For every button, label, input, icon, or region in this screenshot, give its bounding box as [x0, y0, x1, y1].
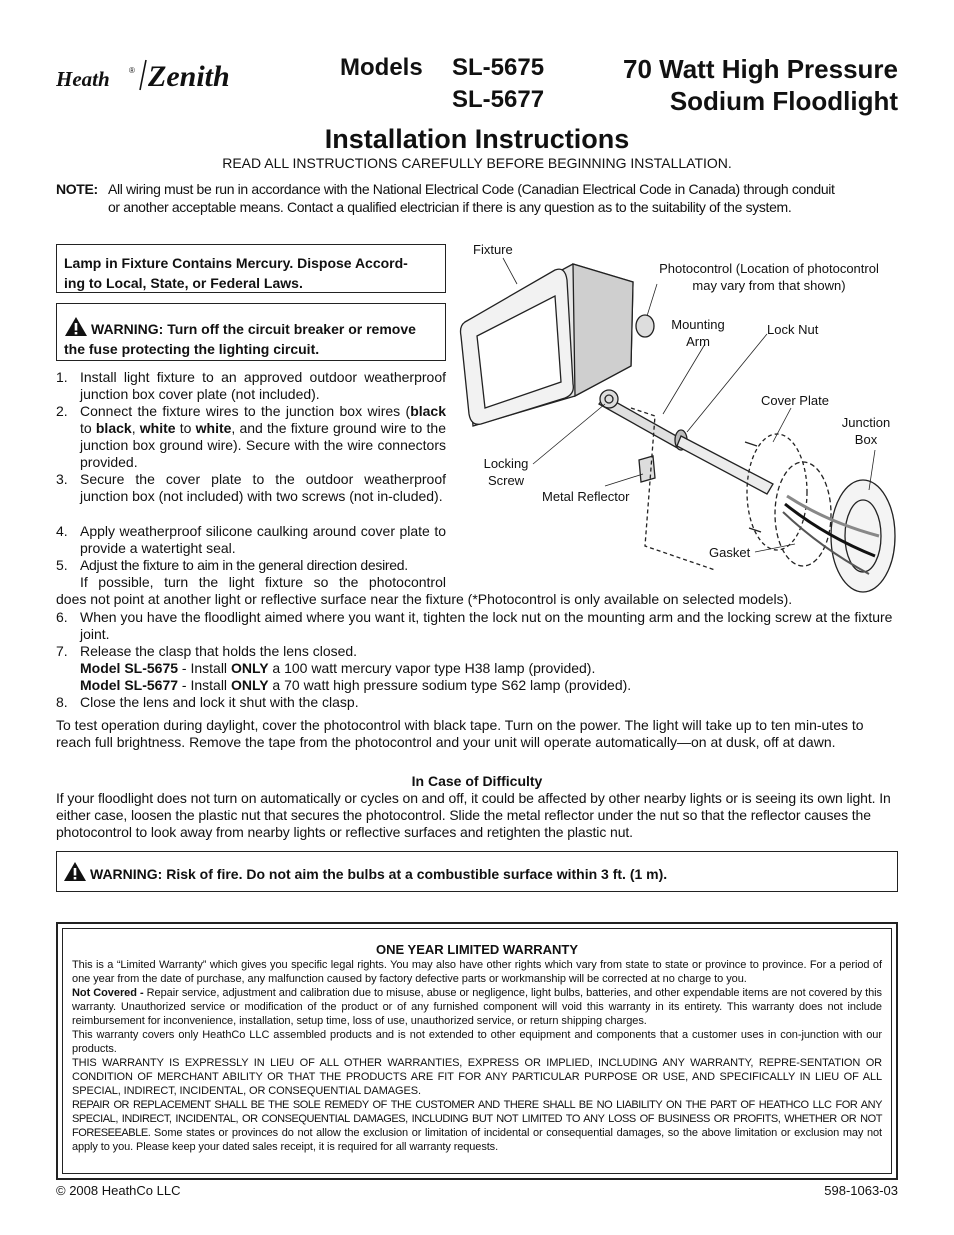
document-title: Installation Instructions [324, 124, 630, 154]
warranty-paragraph-3: This warranty covers only HeathCo LLC assembled products and is not extended to other equipment and components that a customer uses in con-junction with our products. [72, 1029, 882, 1055]
brand-heath: Heath [56, 67, 110, 91]
step-5-text-b: If possible, turn the light fixture so the photocontrol [80, 574, 446, 590]
step-8: 8. Close the lens and lock it shut with the clasp. [56, 694, 898, 711]
warranty-paragraph-4: THIS WARRANTY IS EXPRESSLY IN LIEU OF ALL OTHER WARRANTIES, EXPRESS OR IMPLIED, INCLUDING ANY WARRANTY, REPRE-SENTATION OR CONDITION OF MERCHANT ABILITY OR THAT THE PRODUCTS ARE FIT FOR ANY PARTICULAR PURPOSE OR USE, AND SPECIFICALLY IN LIEU OF ALL SPECIAL, INDIRECT, INCIDENTAL, OR CONSEQUENTIAL DAMAGES. [72, 1057, 882, 1097]
warranty-paragraph-1: This is a “Limited Warranty” which gives you specific legal rights. You may also have other rights which vary from state to state or province to province. For a period of one year from the date of purchase, any malfunction caused by factory defective parts or workmanship will be corrected at no charge to you. [72, 959, 882, 985]
label-mounting-arm: Mounting Arm [671, 317, 725, 349]
step-7-model-1: Model SL-5675 - Install ONLY a 100 watt mercury vapor type H38 lamp (provided). [80, 660, 596, 676]
copyright: © 2008 HeathCo LLC [56, 1183, 181, 1198]
label-photocontrol: Photocontrol (Location of photocontrol may vary from that shown) [659, 261, 879, 293]
label-cover-plate: Cover Plate [761, 393, 829, 408]
step-7-model-2: Model SL-5677 - Install ONLY a 70 watt high pressure sodium type S62 lamp (provided). [80, 677, 632, 693]
note-label: NOTE: [56, 181, 98, 197]
read-all-notice: READ ALL INSTRUCTIONS CAREFULLY BEFORE BEGINNING INSTALLATION. [222, 155, 732, 171]
step-8-text: Close the lens and lock it shut with the clasp. [80, 694, 359, 710]
note-line-1: All wiring must be run in accordance with the National Electrical Code (Canadian Electrical Code in Canada) through conduit [108, 181, 835, 197]
product-title-line-2: Sodium Floodlight [669, 86, 898, 116]
heath-zenith-logo [56, 56, 266, 92]
difficulty-paragraph: If your floodlight does not turn on automatically or cycles on and off, it could be affected by other nearby lights or is seeing its own light. In either case, loosen the plastic nut that secures the photocontrol. Slide the metal reflector under the nut so that the reflector causes the photocontrol to look away from nearby lights or reflective surfaces and retighten the plastic nut. [56, 790, 891, 840]
brand-zenith: Zenith [148, 60, 230, 92]
warning-triangle-icon [64, 316, 88, 337]
step-6: 6. When you have the floodlight aimed where you want it, tighten the lock nut on the mounting arm and the locking screw at the fixture joint. [56, 609, 898, 643]
model-number-2: SL-5677 [452, 86, 545, 113]
step-5-text-a: Adjust the fixture to aim in the general direction desired. [80, 557, 408, 573]
step-2-text: Connect the fixture wires to the junction box wires (black to black, white to white, and the fixture ground wire to the junction box ground wire). Secure with the wire connectors provided. [80, 403, 446, 470]
step-2: 2. Connect the fixture wires to the junction box wires (black to black, white to white, and the fixture ground wire to the junction box ground wire). Secure with the wire connectors provided. [56, 403, 446, 470]
step-1-text: Install light fixture to an approved outdoor weatherproof junction box cover plate (not included). [80, 369, 446, 402]
warning-1-line-2: the fuse protecting the lighting circuit. [64, 341, 320, 357]
installation-diagram [455, 236, 905, 596]
fire-warning-text: WARNING: Risk of fire. Do not aim the bulbs at a combustible surface within 3 ft. (1 m). [90, 866, 668, 882]
label-locking-screw: Locking Screw [483, 456, 529, 488]
step-1: 1. Install light fixture to an approved outdoor weatherproof junction box cover plate (not included). [56, 369, 446, 402]
fire-warning-box [56, 851, 898, 892]
product-title-line-1: 70 Watt High Pressure [622, 54, 898, 84]
label-junction-box: Junction Box [841, 415, 891, 447]
test-operation-paragraph: To test operation during daylight, cover the photocontrol with black tape. Turn on the power. The light will take up to ten min-utes to reach full brightness. Remove the tape from the photocontrol and your unit will operate automatically—on at dusk, off at dawn. [56, 717, 864, 750]
step-4-text: Apply weatherproof silicone caulking around cover plate to provide a watertight seal. [80, 523, 446, 556]
mercury-disposal-box [56, 244, 446, 293]
mercury-line-2: ing to Local, State, or Federal Laws. [64, 275, 303, 291]
warranty-paragraph-5: REPAIR OR REPLACEMENT SHALL BE THE SOLE REMEDY OF THE CUSTOMER AND THERE SHALL BE NO LIABILITY ON THE PART OF HEATHCO LLC FOR ANY SPECIAL, INDIRECT, INCIDENTAL, OR CONSEQUENTIAL DAMAGES, INCLUDING BUT NOT LIMITED TO ANY LOSS OF BUSINESS OR PROFITS, WHETHER OR NOT FORESEEABLE. Some states or provinces do not allow the exclusion or limitation of incidental or consequential damages, so the above limitation or exclusion may not apply to you. Please keep your dated sales receipt, it is required for all warranty requests. [72, 1099, 882, 1153]
difficulty-heading: In Case of Difficulty [411, 773, 543, 789]
wiring-note [56, 180, 901, 216]
label-metal-reflector: Metal Reflector [542, 489, 630, 504]
warranty-title: ONE YEAR LIMITED WARRANTY [376, 942, 578, 957]
note-line-2: or another acceptable means. Contact a qualified electrician if there is any question as to the suitability of the system. [108, 199, 792, 215]
label-gasket: Gasket [709, 545, 751, 560]
step-7-text: Release the clasp that holds the lens closed. [80, 643, 358, 659]
label-lock-nut: Lock Nut [767, 322, 819, 337]
mercury-line-1: Lamp in Fixture Contains Mercury. Dispose Accord- [64, 255, 408, 271]
circuit-warning-box [56, 303, 446, 361]
model-number-1: SL-5675 [452, 54, 545, 81]
registered-mark: ® [129, 66, 135, 75]
step-7: 7. Release the clasp that holds the lens closed. Model SL-5675 - Install ONLY a 100 watt mercury vapor type H38 lamp (provided). Model SL-5677 - Install ONLY a 70 watt high pressure sodium type S62 lamp (provided). [56, 643, 898, 694]
warranty-paragraph-2: Not Covered - Repair service, adjustment and calibration due to misuse, abuse or negligence, light bulbs, batteries, and other expendable items are not covered by this warranty. Unauthorized service or modification of the product or of any furnished component will void this warranty in its entirety. This warranty does not include reimbursement for inconvenience, installation, setup time, loss of use, unauthorized service, or return shipping charges. [72, 987, 882, 1027]
step-6-text: When you have the floodlight aimed where you want it, tighten the lock nut on the mounting arm and the locking screw at the fixture joint. [80, 609, 893, 642]
not-covered-label: Not Covered - [72, 987, 144, 999]
part-number: 598-1063-03 [824, 1183, 898, 1198]
warning-1-line-1: WARNING: Turn off the circuit breaker or remove [91, 321, 416, 337]
warning-triangle-icon [63, 861, 87, 882]
models-label: Models [340, 54, 423, 81]
step-3: 3. Secure the cover plate to the outdoor weatherproof junction box (not included) with two screws (not in-cluded). [56, 471, 446, 504]
warranty-box [56, 922, 898, 1180]
step-3-text: Secure the cover plate to the outdoor weatherproof junction box (not included) with two screws (not in-cluded). [80, 471, 446, 504]
step-4: 4. Apply weatherproof silicone caulking around cover plate to provide a watertight seal. [56, 523, 446, 556]
step-5: 5. Adjust the fixture to aim in the general direction desired. If possible, turn the light fixture so the photocontrol does not point at another light or reflective surface near the fixture (*Photocontrol is only available on selected models). [56, 557, 793, 607]
label-fixture: Fixture [473, 242, 513, 257]
step-5-text-c: does not point at another light or reflective surface near the fixture (*Photocontrol is only available on selected models). [56, 591, 793, 607]
